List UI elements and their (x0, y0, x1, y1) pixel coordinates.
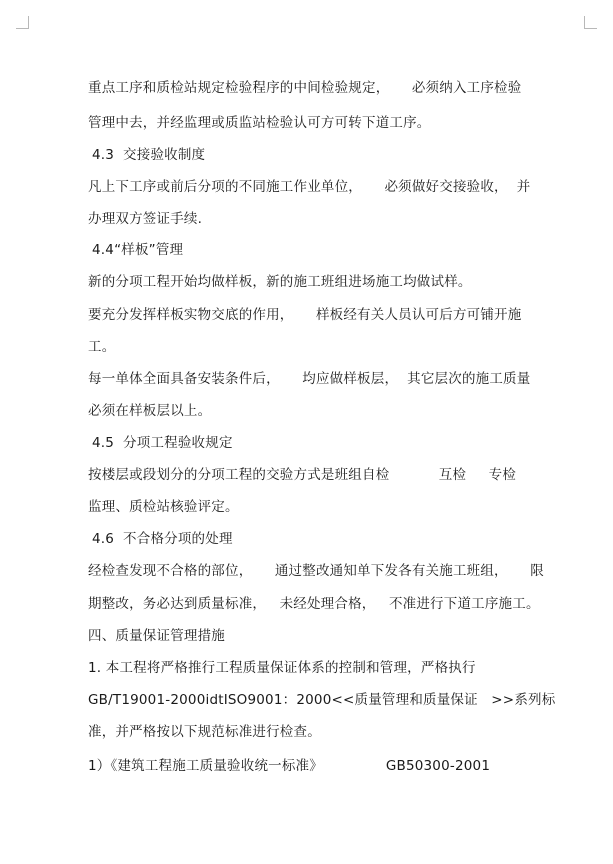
paragraph-line: 准，并严格按以下规范标准进行检查。 (88, 724, 321, 740)
list-item: 1）《建筑工程施工质量验收统一标准》 GB50300-2001 (88, 758, 491, 774)
paragraph-line: 经检查发现不合格的部位， 通过整改通知单下发各有关施工班组， 限 (88, 563, 544, 579)
paragraph-line: GB/T19001-2000idtISO9001：2000<<质量管理和质量保证 >>系列标 (88, 692, 556, 708)
paragraph-line: 要充分发挥样板实物交底的作用， 样板经有关人员认可后方可铺开施 (88, 307, 522, 323)
paragraph-line: 凡上下工序或前后分项的不同施工作业单位， 必须做好交接验收， 并 (88, 179, 531, 195)
paragraph-line: 新的分项工程开始均做样板，新的施工班组进场施工均做试样。 (88, 274, 472, 290)
paragraph-line: 必须在样板层以上。 (88, 403, 212, 419)
paragraph-line: 期整改，务必达到质量标准， 未经处理合格， 不准进行下道工序施工。 (88, 596, 540, 612)
section-heading: 4.6 不合格分项的处理 (92, 531, 233, 547)
section-heading: 4.4“样板”管理 (92, 242, 184, 258)
paragraph-line: 按楼层或段划分的分项工程的交验方式是班组自检 互检 专检 (88, 467, 517, 483)
paragraph-line: 办理双方签证手续. (88, 211, 203, 227)
chapter-heading: 四、质量保证管理措施 (88, 628, 225, 644)
section-heading: 4.5 分项工程验收规定 (92, 435, 233, 451)
section-heading: 4.3 交接验收制度 (92, 147, 206, 163)
paragraph-line: 工。 (88, 339, 116, 355)
paragraph-line: 监理、质检站核验评定。 (88, 499, 239, 515)
paragraph-line: 每一单体全面具备安装条件后， 均应做样板层， 其它层次的施工质量 (88, 371, 531, 387)
paragraph-line: 重点工序和质检站规定检验程序的中间检验规定， 必须纳入工序检验 (88, 80, 522, 96)
list-item: 1. 本工程将严格推行工程质量保证体系的控制和管理，严格执行 (88, 660, 476, 676)
crop-mark-top-left (16, 16, 29, 29)
crop-mark-top-right (584, 16, 597, 29)
paragraph-line: 管理中去，并经监理或质监站检验认可方可转下道工序。 (88, 115, 431, 131)
